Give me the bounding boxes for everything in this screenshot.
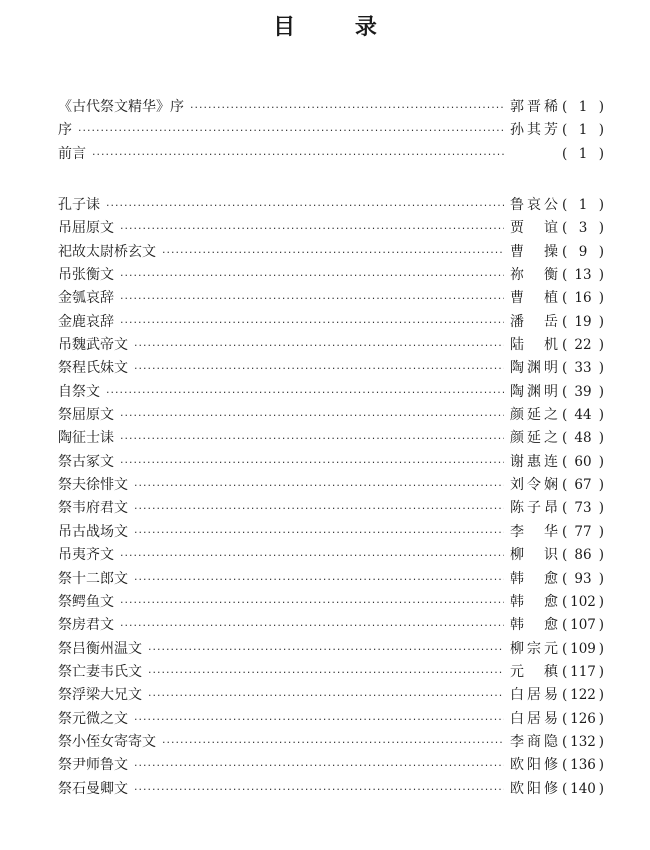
right-paren: ) bbox=[598, 500, 604, 517]
right-paren: ) bbox=[598, 313, 604, 330]
entry-author: 韩愈 bbox=[510, 593, 558, 610]
entry-author: 陈子昂 bbox=[510, 500, 558, 517]
entry-title: 祭吕衡州温文 bbox=[58, 640, 142, 657]
left-paren: ( bbox=[562, 243, 568, 260]
toc-entry[interactable] bbox=[58, 119, 604, 142]
entry-page bbox=[562, 311, 604, 334]
left-paren: ( bbox=[562, 430, 568, 447]
toc-entry[interactable] bbox=[58, 591, 604, 614]
toc-entry[interactable] bbox=[58, 638, 604, 661]
page-number: 102 bbox=[570, 593, 596, 610]
entry-page bbox=[562, 119, 604, 142]
dot-leader bbox=[92, 143, 504, 166]
dot-leader bbox=[134, 474, 504, 497]
entry-page bbox=[562, 381, 604, 404]
left-paren: ( bbox=[562, 360, 568, 377]
toc-entry[interactable] bbox=[58, 194, 604, 217]
dot-leader bbox=[134, 357, 504, 380]
entry-page bbox=[562, 591, 604, 614]
page-number: 107 bbox=[570, 617, 596, 634]
right-paren: ) bbox=[598, 290, 604, 307]
dot-leader bbox=[120, 404, 504, 427]
right-paren: ) bbox=[598, 453, 604, 470]
left-paren: ( bbox=[562, 780, 568, 797]
dot-leader bbox=[134, 754, 504, 777]
dot-leader bbox=[106, 381, 504, 404]
page-number: 73 bbox=[574, 500, 592, 517]
entry-title: 《古代祭文精华》序 bbox=[58, 99, 184, 115]
right-paren: ) bbox=[598, 477, 604, 494]
page-number: 86 bbox=[574, 547, 592, 564]
entry-title: 祭鳄鱼文 bbox=[58, 593, 114, 610]
entry-page bbox=[562, 614, 604, 637]
toc-entry[interactable] bbox=[58, 708, 604, 731]
entry-title: 祭夫徐悱文 bbox=[58, 477, 128, 494]
toc-entry[interactable] bbox=[58, 661, 604, 684]
entry-title: 吊张衡文 bbox=[58, 267, 114, 284]
entry-page bbox=[562, 264, 604, 287]
toc-entry[interactable] bbox=[58, 311, 604, 334]
entry-author: 韩愈 bbox=[510, 617, 558, 634]
entry-page bbox=[562, 474, 604, 497]
left-paren: ( bbox=[562, 313, 568, 330]
entry-author: 曹植 bbox=[510, 290, 558, 307]
left-paren: ( bbox=[562, 267, 568, 284]
entry-page bbox=[562, 731, 604, 754]
dot-leader bbox=[120, 264, 504, 287]
toc-entry[interactable] bbox=[58, 381, 604, 404]
entry-page bbox=[562, 217, 604, 240]
entry-author: 祢衡 bbox=[510, 267, 558, 284]
entry-page bbox=[562, 96, 604, 119]
toc-entry[interactable] bbox=[58, 451, 604, 474]
right-paren: ) bbox=[598, 145, 604, 162]
dot-leader bbox=[120, 287, 504, 310]
entry-page bbox=[562, 638, 604, 661]
left-paren: ( bbox=[562, 663, 568, 680]
dot-leader bbox=[148, 684, 504, 707]
right-paren: ) bbox=[598, 243, 604, 260]
page-number: 16 bbox=[574, 290, 592, 307]
entry-author: 陆机 bbox=[510, 337, 558, 354]
page-number: 132 bbox=[570, 733, 596, 750]
page-number: 77 bbox=[574, 523, 592, 540]
entry-author: 陶渊明 bbox=[510, 383, 558, 400]
right-paren: ) bbox=[598, 430, 604, 447]
page-number: 117 bbox=[570, 663, 596, 680]
right-paren: ) bbox=[598, 267, 604, 284]
entry-page bbox=[562, 451, 604, 474]
page-number: 67 bbox=[574, 477, 592, 494]
toc-entry[interactable] bbox=[58, 497, 604, 520]
dot-leader bbox=[162, 241, 504, 264]
toc-entry[interactable] bbox=[58, 217, 604, 240]
dot-leader bbox=[120, 427, 504, 450]
page-number: 140 bbox=[570, 780, 596, 797]
entry-author: 白居易 bbox=[510, 710, 558, 727]
right-paren: ) bbox=[598, 663, 604, 680]
entry-author: 韩愈 bbox=[510, 570, 558, 587]
left-paren: ( bbox=[562, 99, 568, 115]
left-paren: ( bbox=[562, 547, 568, 564]
entry-author: 刘令娴 bbox=[510, 477, 558, 494]
toc-entry[interactable] bbox=[58, 96, 604, 119]
entry-title: 祭石曼卿文 bbox=[58, 780, 128, 797]
right-paren: ) bbox=[598, 757, 604, 774]
entry-author: 欧阳修 bbox=[510, 780, 558, 797]
entry-page bbox=[562, 568, 604, 591]
dot-leader bbox=[148, 638, 504, 661]
toc-entry[interactable] bbox=[58, 474, 604, 497]
toc-entry[interactable] bbox=[58, 568, 604, 591]
left-paren: ( bbox=[562, 500, 568, 517]
page-number: 1 bbox=[578, 145, 588, 162]
toc-entry[interactable] bbox=[58, 241, 604, 264]
page-number: 19 bbox=[574, 313, 592, 330]
page-number: 48 bbox=[574, 430, 592, 447]
entry-page bbox=[562, 357, 604, 380]
entry-title: 金瓠哀辞 bbox=[58, 290, 114, 307]
page-number: 22 bbox=[574, 337, 592, 354]
entry-title: 祭十二郎文 bbox=[58, 570, 128, 587]
dot-leader bbox=[134, 568, 504, 591]
entry-author: 潘岳 bbox=[510, 313, 558, 330]
page-number: 60 bbox=[574, 453, 592, 470]
entry-title: 吊屈原文 bbox=[58, 220, 114, 237]
toc-entry[interactable] bbox=[58, 684, 604, 707]
entry-title: 祭房君文 bbox=[58, 617, 114, 634]
toc-entry[interactable] bbox=[58, 754, 604, 777]
right-paren: ) bbox=[598, 640, 604, 657]
page-number: 122 bbox=[570, 687, 596, 704]
entry-author: 谢惠连 bbox=[510, 453, 558, 470]
left-paren: ( bbox=[562, 593, 568, 610]
page-number: 44 bbox=[574, 407, 592, 424]
dot-leader bbox=[120, 451, 504, 474]
toc-entry[interactable] bbox=[58, 544, 604, 567]
entry-title: 祭亡妻韦氏文 bbox=[58, 663, 142, 680]
dot-leader bbox=[120, 614, 504, 637]
entry-page bbox=[562, 661, 604, 684]
left-paren: ( bbox=[562, 640, 568, 657]
page-number: 126 bbox=[570, 710, 596, 727]
entry-author: 郭晋稀 bbox=[510, 99, 558, 115]
right-paren: ) bbox=[598, 710, 604, 727]
entry-title: 吊古战场文 bbox=[58, 523, 128, 540]
entry-author: 柳识 bbox=[510, 547, 558, 564]
toc-entry[interactable] bbox=[58, 778, 604, 801]
right-paren: ) bbox=[598, 407, 604, 424]
entry-title: 自祭文 bbox=[58, 383, 100, 400]
right-paren: ) bbox=[598, 593, 604, 610]
entry-title: 祭韦府君文 bbox=[58, 500, 128, 517]
right-paren: ) bbox=[598, 197, 604, 213]
entry-page bbox=[562, 404, 604, 427]
entry-author: 孙其芳 bbox=[510, 122, 558, 139]
entry-page bbox=[562, 521, 604, 544]
dot-leader bbox=[134, 497, 504, 520]
entry-author: 贾谊 bbox=[510, 220, 558, 237]
entry-page bbox=[562, 778, 604, 801]
entry-title: 祭屈原文 bbox=[58, 407, 114, 424]
entry-title: 祭尹师鲁文 bbox=[58, 757, 128, 774]
toc-entry[interactable] bbox=[58, 404, 604, 427]
right-paren: ) bbox=[598, 122, 604, 139]
contents-list bbox=[58, 194, 604, 801]
dot-leader bbox=[134, 708, 504, 731]
entry-page bbox=[562, 287, 604, 310]
entry-author: 曹操 bbox=[510, 243, 558, 260]
entry-title: 序 bbox=[58, 122, 72, 139]
page-number: 1 bbox=[578, 197, 588, 213]
toc-entry[interactable] bbox=[58, 521, 604, 544]
page-number: 9 bbox=[578, 243, 588, 260]
dot-leader bbox=[148, 661, 504, 684]
page-title: 目 录 bbox=[273, 15, 403, 40]
page-number: 39 bbox=[574, 383, 592, 400]
right-paren: ) bbox=[598, 780, 604, 797]
entry-page bbox=[562, 684, 604, 707]
dot-leader bbox=[134, 521, 504, 544]
right-paren: ) bbox=[598, 360, 604, 377]
right-paren: ) bbox=[598, 687, 604, 704]
entry-title: 祭古冢文 bbox=[58, 453, 114, 470]
page-number: 1 bbox=[578, 122, 588, 139]
left-paren: ( bbox=[562, 710, 568, 727]
left-paren: ( bbox=[562, 407, 568, 424]
entry-title: 吊魏武帝文 bbox=[58, 337, 128, 354]
entry-author: 陶渊明 bbox=[510, 360, 558, 377]
entry-page bbox=[562, 427, 604, 450]
dot-leader bbox=[190, 96, 504, 119]
toc-entry[interactable] bbox=[58, 731, 604, 754]
entry-author: 白居易 bbox=[510, 687, 558, 704]
page-number: 109 bbox=[570, 640, 596, 657]
toc-entry[interactable] bbox=[58, 614, 604, 637]
left-paren: ( bbox=[562, 733, 568, 750]
entry-author: 李商隐 bbox=[510, 733, 558, 750]
dot-leader bbox=[134, 778, 504, 801]
right-paren: ) bbox=[598, 337, 604, 354]
left-paren: ( bbox=[562, 570, 568, 587]
left-paren: ( bbox=[562, 757, 568, 774]
left-paren: ( bbox=[562, 122, 568, 139]
right-paren: ) bbox=[598, 523, 604, 540]
entry-author: 李华 bbox=[510, 523, 558, 540]
entry-title: 祭小侄女寄寄文 bbox=[58, 733, 156, 750]
toc-entry[interactable] bbox=[58, 334, 604, 357]
toc-entry[interactable] bbox=[58, 143, 604, 166]
entry-page bbox=[562, 194, 604, 217]
page-number: 33 bbox=[574, 360, 592, 377]
entry-page bbox=[562, 497, 604, 520]
page-number: 93 bbox=[574, 570, 592, 587]
dot-leader bbox=[106, 194, 504, 217]
page-number: 13 bbox=[574, 267, 592, 284]
toc-entry[interactable] bbox=[58, 427, 604, 450]
left-paren: ( bbox=[562, 145, 568, 162]
left-paren: ( bbox=[562, 453, 568, 470]
dot-leader bbox=[120, 591, 504, 614]
entry-title: 陶征士诔 bbox=[58, 430, 114, 447]
entry-title: 祭浮梁大兄文 bbox=[58, 687, 142, 704]
entry-page bbox=[562, 544, 604, 567]
left-paren: ( bbox=[562, 383, 568, 400]
right-paren: ) bbox=[598, 617, 604, 634]
right-paren: ) bbox=[598, 383, 604, 400]
entry-page bbox=[562, 143, 604, 166]
entry-title: 祭程氏妹文 bbox=[58, 360, 128, 377]
entry-author: 鲁哀公 bbox=[510, 197, 558, 213]
left-paren: ( bbox=[562, 290, 568, 307]
dot-leader bbox=[120, 311, 504, 334]
entry-author: 元稹 bbox=[510, 663, 558, 680]
left-paren: ( bbox=[562, 197, 568, 213]
page-number: 1 bbox=[578, 99, 588, 115]
left-paren: ( bbox=[562, 523, 568, 540]
entry-title: 祀故太尉桥玄文 bbox=[58, 243, 156, 260]
toc-entry[interactable] bbox=[58, 287, 604, 310]
left-paren: ( bbox=[562, 337, 568, 354]
entry-title: 金鹿哀辞 bbox=[58, 313, 114, 330]
right-paren: ) bbox=[598, 220, 604, 237]
entry-page bbox=[562, 334, 604, 357]
right-paren: ) bbox=[598, 547, 604, 564]
dot-leader bbox=[120, 544, 504, 567]
entry-page bbox=[562, 708, 604, 731]
toc-entry[interactable] bbox=[58, 264, 604, 287]
right-paren: ) bbox=[598, 733, 604, 750]
page-number: 3 bbox=[578, 220, 588, 237]
page-number: 136 bbox=[570, 757, 596, 774]
entry-page bbox=[562, 754, 604, 777]
left-paren: ( bbox=[562, 617, 568, 634]
left-paren: ( bbox=[562, 477, 568, 494]
dot-leader bbox=[120, 217, 504, 240]
entry-author: 欧阳修 bbox=[510, 757, 558, 774]
left-paren: ( bbox=[562, 687, 568, 704]
entry-author: 柳宗元 bbox=[510, 640, 558, 657]
dot-leader bbox=[78, 119, 504, 142]
front-matter-list bbox=[58, 96, 604, 166]
left-paren: ( bbox=[562, 220, 568, 237]
entry-title: 孔子诔 bbox=[58, 197, 100, 213]
entry-author: 颜延之 bbox=[510, 430, 558, 447]
dot-leader bbox=[162, 731, 504, 754]
entry-title: 祭元微之文 bbox=[58, 710, 128, 727]
toc-entry[interactable] bbox=[58, 357, 604, 380]
right-paren: ) bbox=[598, 99, 604, 115]
dot-leader bbox=[134, 334, 504, 357]
entry-author: 颜延之 bbox=[510, 407, 558, 424]
right-paren: ) bbox=[598, 570, 604, 587]
entry-title: 前言 bbox=[58, 145, 86, 162]
entry-title: 吊夷齐文 bbox=[58, 547, 114, 564]
entry-page bbox=[562, 241, 604, 264]
